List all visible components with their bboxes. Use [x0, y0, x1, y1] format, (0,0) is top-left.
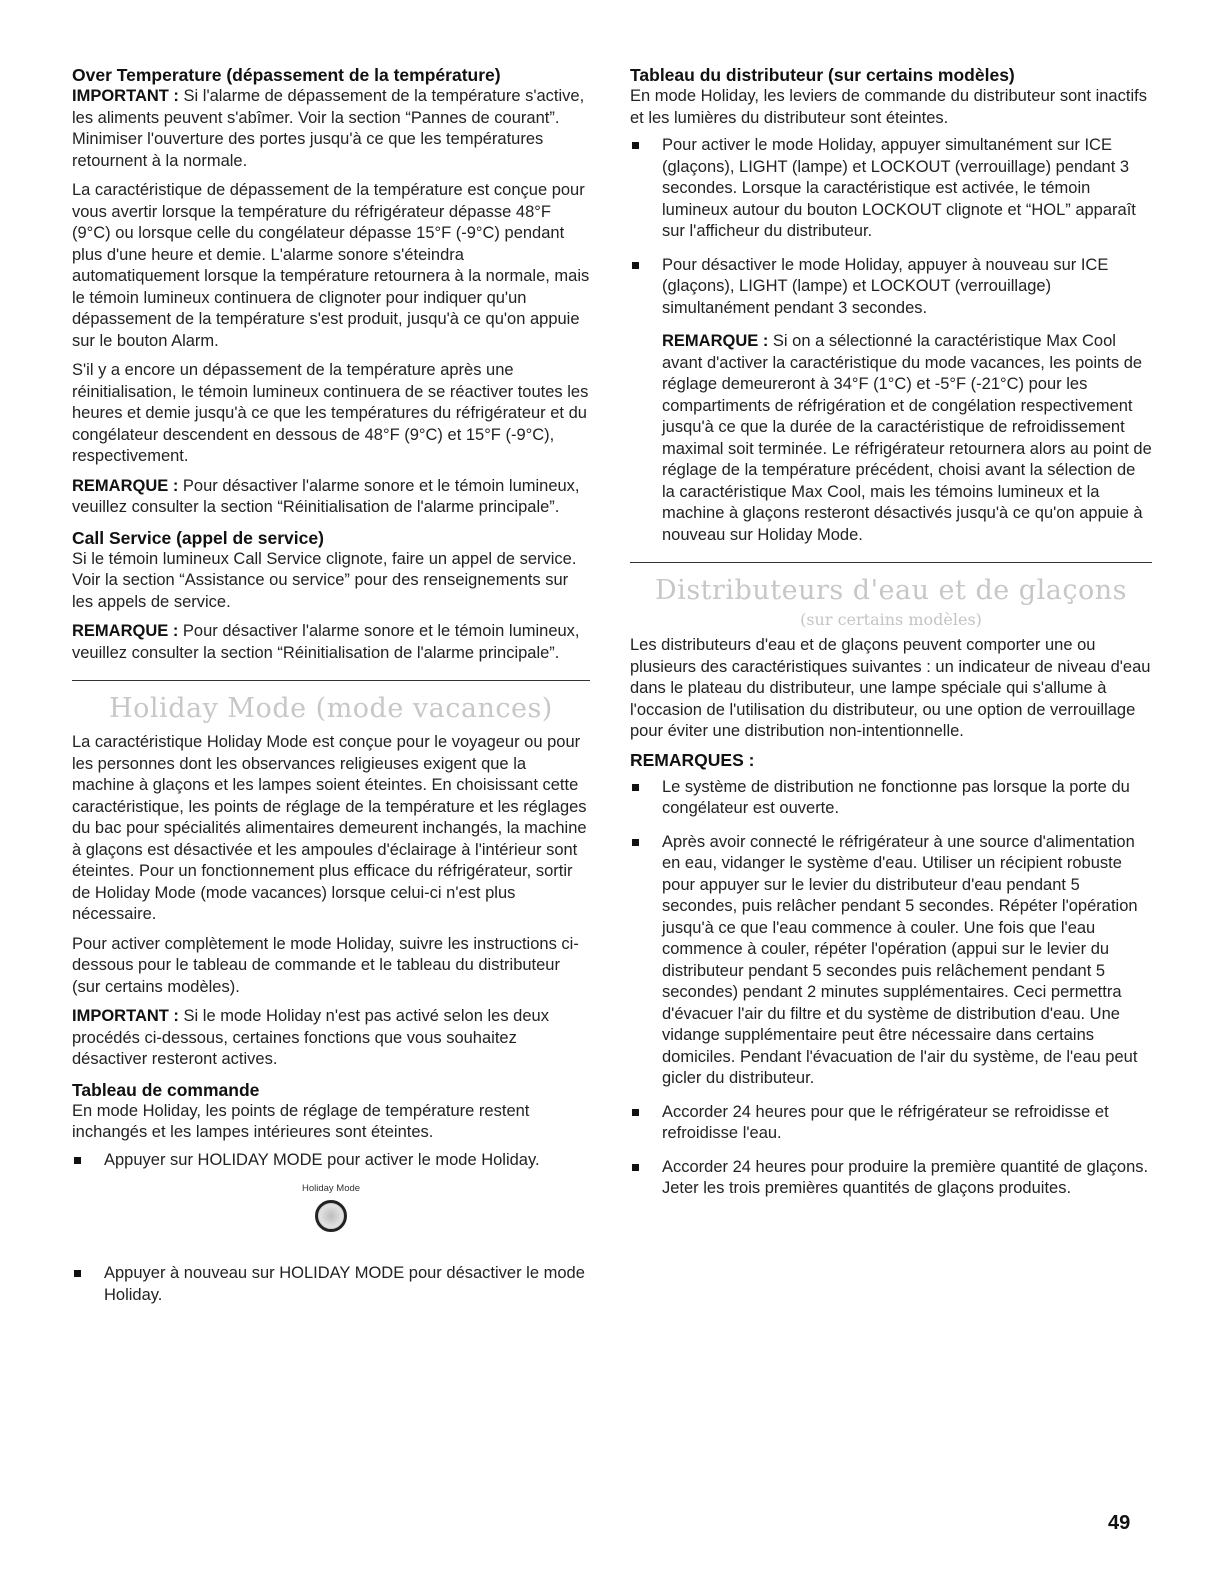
distributeurs-bullets — [630, 777, 1152, 1200]
left-column — [72, 64, 590, 1318]
list-item — [630, 255, 1152, 320]
bullet-text: Pour activer le mode Holiday, appuyer simultanément sur ICE (glaçons), LIGHT (lampe) et LOCKOUT (verrouillage) pendant 3 secondes. Lorsque la caractéristique est activée, le témoin lumineux autour du bouton LOCKOUT clignote et “HOL” apparaît sur l'afficheur du distributeur. — [662, 136, 1136, 240]
over-temperature-heading: Over Temperature (dépassement de la température) — [72, 65, 501, 85]
bullet-square-icon — [632, 262, 639, 269]
list-item — [72, 1150, 590, 1172]
tableau-distributeur-remarque — [630, 331, 1152, 546]
over-temperature-important — [72, 86, 590, 172]
right-column — [630, 64, 1152, 1212]
remarques-heading: REMARQUES : — [630, 749, 755, 770]
remarque-keyword: REMARQUE : — [72, 476, 179, 495]
remarque-text: Si on a sélectionné la caractéristique Max Cool avant d'activer la caractéristique du mode vacances, les points de réglage demeureront à 34°F (1°C) et -5°F (-21°C) pour les compartiments de réfrigération et de congélation respectivement jusqu'à ce que la durée de la caractéristique de refroidissement maximal soit terminée. Le réfrigérateur retournera alors au point de réglage de la température précédent, choisi avant la sélection de la caractéristique Max Cool, mais les témoins lumineux et la machine à glaçons resteront désactivés jusqu'à ce qu'on appuie à nouveau sur Holiday Mode. — [662, 332, 1152, 544]
bullet-square-icon — [632, 784, 639, 791]
remarque-keyword: REMARQUE : — [72, 622, 179, 640]
bullet-text: Le système de distribution ne fonctionne pas lorsque la porte du congélateur est ouverte. — [662, 777, 1130, 817]
over-temperature-remarque — [72, 476, 590, 519]
list-item — [630, 777, 1152, 820]
holiday-mode-title: Holiday Mode (mode vacances) — [109, 693, 553, 724]
distributeurs-paragraph: Les distributeurs d'eau et de glaçons peuvent comporter une ou plusieurs des caractéristiques suivantes : un indicateur de niveau d'eau dans le plateau du distributeur, une lampe spéciale qui s'allume à l'occasion de l'utilisation du distributeur, ou une option de verrouillage pour éviter une distribution non-intentionnelle. — [630, 636, 1151, 740]
over-temperature-paragraph-2: S'il y a encore un dépassement de la température après une réinitialisation, le témoin lumineux continuera de se réactiver toutes les heures et demie jusqu'à ce que les températures du réfrigérateur et du congélateur descendent en dessous de 48°F (9°C) et 15°F (-9°C), respectivement. — [72, 361, 589, 465]
list-item — [630, 832, 1152, 1090]
important-keyword: IMPORTANT : — [72, 87, 179, 105]
important-text: Si l'alarme de dépassement de la température s'active, les aliments peuvent s'abîmer. Voir la section “Pannes de courant”. Minimiser l'ouverture des portes jusqu'à ce que les températures retournent à la normale. — [72, 87, 585, 170]
bullet-square-icon — [632, 1164, 639, 1171]
bullet-square-icon — [632, 1109, 639, 1116]
holiday-important — [72, 1006, 590, 1071]
distributeurs-title: Distributeurs d'eau et de glaçons — [655, 575, 1127, 606]
distributeurs-subtitle: (sur certains modèles) — [800, 610, 982, 629]
bullet-text: Appuyer à nouveau sur HOLIDAY MODE pour désactiver le mode Holiday. — [104, 1264, 585, 1304]
bullet-square-icon — [632, 142, 639, 149]
page-number: 49 — [1108, 1512, 1131, 1534]
tableau-distributeur-bullets — [630, 135, 1152, 319]
holiday-bullets — [72, 1150, 590, 1172]
holiday-mode-button-icon — [315, 1200, 347, 1232]
bullet-square-icon — [74, 1270, 81, 1277]
remarque-text: Pour désactiver l'alarme sonore et le témoin lumineux, veuillez consulter la section “Réinitialisation de l'alarme principale”. — [72, 476, 580, 516]
holiday-paragraph-2: Pour activer complètement le mode Holiday, suivre les instructions ci-dessous pour le tableau de commande et le tableau du distributeur (sur certains modèles). — [72, 934, 579, 996]
holiday-mode-button-label: Holiday Mode — [301, 1183, 361, 1194]
section-divider — [72, 680, 590, 681]
list-item — [630, 135, 1152, 243]
remarque-text: Pour désactiver l'alarme sonore et le témoin lumineux, veuillez consulter la section “Réinitialisation de l'alarme principale”. — [72, 622, 580, 662]
tableau-distributeur-heading: Tableau du distributeur (sur certains modèles) — [630, 65, 1015, 85]
holiday-bullets-2 — [72, 1263, 590, 1306]
call-service-remarque — [72, 621, 590, 664]
bullet-text: Accorder 24 heures pour que le réfrigérateur se refroidisse et refroidisse l'eau. — [662, 1102, 1109, 1142]
list-item — [630, 1157, 1152, 1200]
call-service-paragraph: Si le témoin lumineux Call Service clignote, faire un appel de service. Voir la section “Assistance ou service” pour des renseignements sur les appels de service. — [72, 549, 577, 611]
tableau-de-commande-paragraph: En mode Holiday, les points de réglage de température restent inchangés et les lampes intérieures sont éteintes. — [72, 1101, 530, 1141]
important-keyword: IMPORTANT : — [72, 1007, 179, 1025]
section-divider — [630, 562, 1152, 563]
bullet-square-icon — [74, 1157, 81, 1164]
over-temperature-paragraph-1: La caractéristique de dépassement de la température est conçue pour vous avertir lorsque la température du réfrigérateur dépasse 48°F (9°C) ou lorsque celle du congélateur dépasse 15°F (-9°C) pendant plus d'une heure et demie. L'alarme sonore s'éteindra automatiquement lorsque la température retournera à la normale, mais le témoin lumineux continuera de clignoter pour indiquer qu'un dépassement de la température s'est produit, jusqu'à ce qu'on appuie sur le bouton Alarm. — [72, 181, 590, 350]
important-text: Si le mode Holiday n'est pas activé selon les deux procédés ci-dessous, certaines fonctions que vous souhaitez désactiver resteront actives. — [72, 1007, 549, 1068]
tableau-de-commande-heading: Tableau de commande — [72, 1079, 260, 1100]
list-item — [72, 1263, 590, 1306]
holiday-mode-button-illustration — [72, 1183, 590, 1237]
remarque-keyword: REMARQUE : — [662, 332, 769, 350]
bullet-text: Pour désactiver le mode Holiday, appuyer à nouveau sur ICE (glaçons), LIGHT (lampe) et LOCKOUT (verrouillage) simultanément pendant 3 secondes. — [662, 255, 1109, 317]
call-service-heading: Call Service (appel de service) — [72, 527, 324, 548]
holiday-paragraph-1: La caractéristique Holiday Mode est conçue pour le voyageur ou pour les personnes dont les observances religieuses exigent que la machine à glaçons et les lampes soient éteintes. En choisissant cette caractéristique, les points de réglage de la température et les réglages du bac pour spécialités alimentaires demeurent inchangés, la machine à glaçons est désactivée et les ampoules d'éclairage à l'intérieur sont éteintes. Pour un fonctionnement plus efficace du réfrigérateur, sortir de Holiday Mode (mode vacances) lorsque celui-ci n'est plus nécessaire. — [72, 733, 587, 923]
bullet-text: Après avoir connecté le réfrigérateur à une source d'alimentation en eau, vidanger le système d'eau. Utiliser un récipient robuste pour appuyer sur le levier du distributeur d'eau pendant 5 secondes, puis relâcher pendant 5 secondes. Répéter l'opération jusqu'à ce que l'eau commence à couler. Une fois que l'eau commence à couler, répéter l'opération (appui sur le levier du distributeur pendant 5 secondes puis relâchement pendant 5 secondes) pendant 2 minutes supplémentaires. Ceci permettra d'évacuer l'air du filtre et du système de distribution d'eau. Une vidange supplémentaire peut être nécessaire dans certains domiciles. Pendant l'évacuation de l'air du système, de l'eau peut gicler du distributeur. — [662, 832, 1138, 1087]
bullet-text: Appuyer sur HOLIDAY MODE pour activer le mode Holiday. — [104, 1150, 540, 1169]
bullet-square-icon — [632, 839, 639, 846]
tableau-distributeur-paragraph: En mode Holiday, les leviers de commande du distributeur sont inactifs et les lumières du distributeur sont éteintes. — [630, 87, 1147, 127]
list-item — [630, 1102, 1152, 1145]
bullet-text: Accorder 24 heures pour produire la première quantité de glaçons. Jeter les trois premières quantités de glaçons produites. — [662, 1157, 1149, 1197]
